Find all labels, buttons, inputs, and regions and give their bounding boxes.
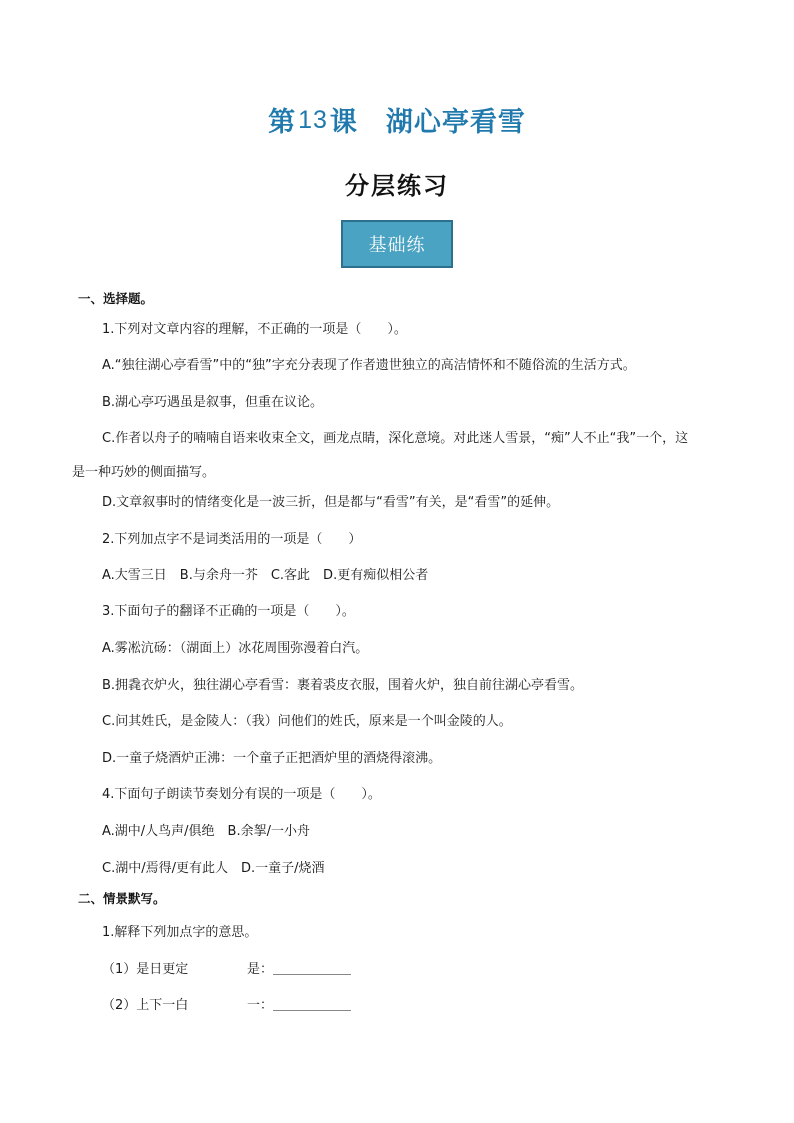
q4-stem: 4.下面句子朗读节奏划分有误的一项是（ ）。	[102, 787, 381, 802]
page-subtitle: 分层练习	[345, 171, 449, 200]
q4-options-cd: C.湖中/焉得/更有此人 D.一童子/烧酒	[102, 861, 325, 876]
part2-q1-stem: 1.解释下列加点字的意思。	[102, 925, 258, 940]
fill-blank-item-label: （2）上下一白	[102, 998, 189, 1013]
q3-option-d: D.一童子烧酒炉正沸：一个童子正把酒炉里的酒烧得滚沸。	[102, 751, 442, 766]
q1-option-a: A.“独往湖心亭看雪”中的“独”字充分表现了作者遗世独立的高洁情怀和不随俗流的生活方式。	[102, 358, 636, 373]
q3-option-a: A.雾凇沆砀：（湖面上）冰花周围弥漫着白汽。	[102, 641, 369, 656]
part1-heading: 一、选择题。	[78, 291, 154, 306]
part2-heading: 二、情景默写。	[78, 891, 166, 906]
q1-option-c-line1: C.作者以舟子的喃喃自语来收束全文，画龙点睛，深化意境。对此迷人雪景，“痴”人不止“我”一个，这	[102, 431, 689, 446]
q3-option-c: C.问其姓氏，是金陵人：（我）问他们的姓氏，原来是一个叫金陵的人。	[102, 714, 512, 729]
q3-stem: 3.下面句子的翻译不正确的一项是（ ）。	[102, 604, 355, 619]
q1-option-b: B.湖心亭巧遇虽是叙事，但重在议论。	[102, 395, 324, 410]
fill-blank-row	[102, 958, 351, 977]
q2-stem: 2.下列加点字不是词类活用的一项是（ ）	[102, 532, 362, 547]
q2-options: A.大雪三日 B.与余舟一芥 C.客此 D.更有痴似相公者	[102, 568, 429, 583]
lesson-number: 13	[298, 106, 328, 134]
q4-options-ab: A.湖中/人鸟声/俱绝 B.余挐/一小舟	[102, 824, 310, 839]
section-badge	[341, 220, 453, 268]
lesson-title	[0, 100, 794, 139]
fill-blank-row	[102, 994, 351, 1013]
q3-option-b: B.拥毳衣炉火，独往湖心亭看雪：裹着裘皮衣服，围着火炉，独自前往湖心亭看雪。	[102, 678, 584, 693]
q1-option-d: D.文章叙事时的情绪变化是一波三折，但是都与“看雪”有关，是“看雪”的延伸。	[102, 495, 560, 510]
section-badge-label: 基础练	[368, 235, 426, 256]
q1-option-c-line2: 是一种巧妙的侧面描写。	[72, 465, 216, 480]
lesson-name: 湖心亭看雪	[385, 107, 526, 138]
fill-blank-answer: 一：＿＿＿＿＿＿	[247, 998, 352, 1013]
title-prefix: 第	[268, 107, 297, 138]
q1-stem: 1.下列对文章内容的理解，不正确的一项是（ ）。	[102, 322, 407, 337]
title-lesson-word: 课	[329, 107, 358, 138]
fill-blank-item-label: （1）是日更定	[102, 962, 189, 977]
fill-blank-answer: 是：＿＿＿＿＿＿	[247, 962, 352, 977]
